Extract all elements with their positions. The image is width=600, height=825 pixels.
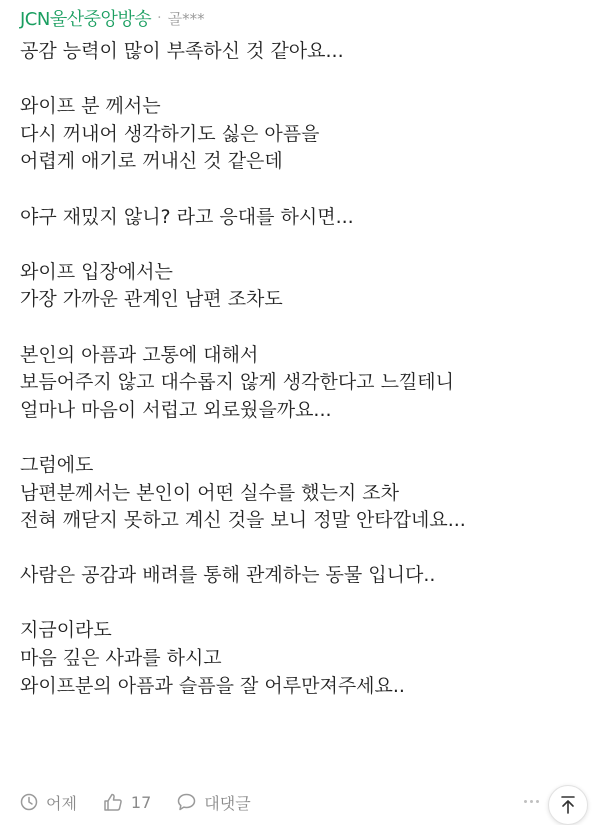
comment-header — [20, 4, 205, 32]
comment-line — [20, 590, 580, 618]
comment-line: 가장 가까운 관계인 남편 조차도 — [20, 288, 283, 311]
comment-line: 와이프 분 께서는 — [20, 95, 161, 118]
comment-line: 그럼에도 — [20, 453, 94, 476]
scroll-to-top-button[interactable] — [548, 785, 588, 825]
speech-bubble-icon — [177, 793, 196, 811]
thumbs-up-icon — [103, 793, 123, 811]
comment-line: 와이프분의 아픔과 슬픔을 잘 어루만져주세요.. — [20, 674, 405, 697]
reply-label: 대댓글 — [204, 793, 251, 813]
like-button[interactable] — [103, 793, 151, 812]
like-count: 17 — [130, 792, 152, 812]
comment-line: 남편분께서는 본인이 어떤 실수를 했는지 조차 — [20, 481, 399, 504]
arrow-up-icon — [559, 795, 577, 815]
comment-line: 야구 재밌지 않니? 라고 응대를 하시면... — [20, 205, 354, 228]
more-options-icon[interactable] — [524, 800, 542, 803]
comment-line: 와이프 입장에서는 — [20, 260, 173, 283]
comment-line: 본인의 아픔과 고통에 대해서 — [20, 343, 259, 366]
reply-button[interactable] — [177, 791, 250, 814]
comment-line — [20, 535, 580, 563]
comment-line: 전혀 깨닫지 못하고 계신 것을 보니 정말 안타깝네요... — [20, 509, 466, 532]
comment-body — [20, 38, 580, 700]
comment-footer — [20, 788, 277, 816]
comment-line: 보듬어주지 않고 대수롭지 않게 생각한다고 느낄테니 — [20, 371, 454, 394]
comment-line — [20, 231, 580, 259]
comment-line — [20, 66, 580, 94]
clock-icon — [20, 793, 38, 811]
author-name: 골*** — [167, 9, 205, 28]
comment-line: 다시 꺼내어 생각하기도 싫은 아픔을 — [20, 122, 320, 145]
comment-line — [20, 176, 580, 204]
timestamp — [20, 791, 77, 814]
comment-line: 마음 깊은 사과를 하시고 — [20, 647, 222, 670]
separator-dot: · — [157, 10, 162, 26]
timestamp-text: 어제 — [46, 793, 77, 813]
comment-line — [20, 314, 580, 342]
comment-line: 지금이라도 — [20, 619, 112, 642]
comment-line: 어렵게 애기로 꺼내신 것 같은데 — [20, 150, 283, 173]
comment-line: 공감 능력이 많이 부족하신 것 같아요... — [20, 40, 344, 62]
comment-line — [20, 424, 580, 452]
comment-line: 얼마나 마음이 서럽고 외로웠을까요... — [20, 398, 332, 421]
channel-name[interactable]: JCN울산중앙방송 — [20, 9, 152, 30]
comment-line: 사람은 공감과 배려를 통해 관계하는 동물 입니다.. — [20, 564, 436, 587]
